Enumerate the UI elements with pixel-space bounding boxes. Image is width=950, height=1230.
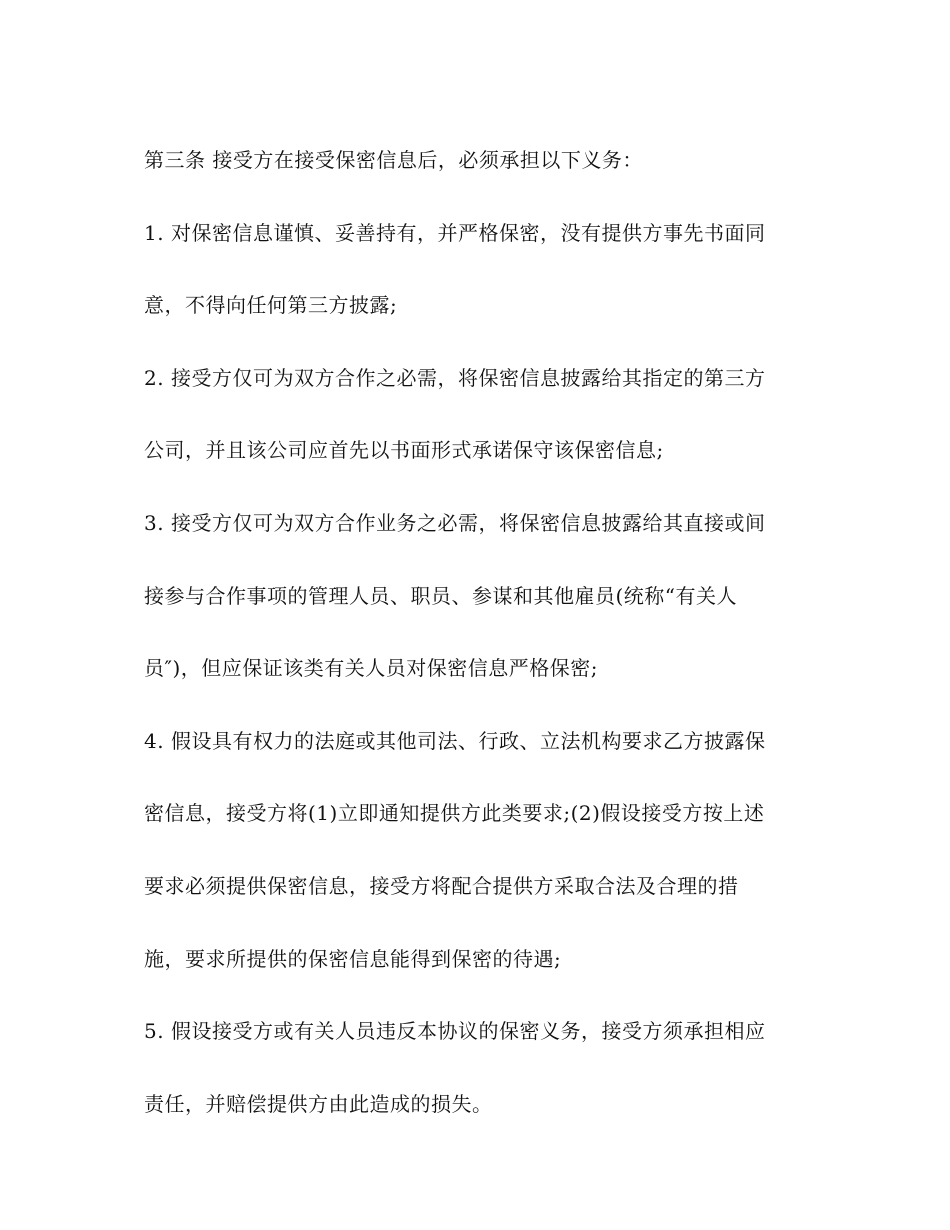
clause-3-line-3: 员″)，但应保证该类有关人员对保密信息严格保密;	[144, 656, 599, 681]
clause-1-line-2: 意，不得向任何第三方披露;	[144, 293, 398, 318]
clause-4-line-3: 要求必须提供保密信息，接受方将配合提供方采取合法及合理的措	[144, 873, 739, 898]
clause-5-line-1: 5. 假设接受方或有关人员违反本协议的保密义务，接受方须承担相应	[144, 1019, 766, 1044]
clause-5-line-2: 责任，并赔偿提供方由此造成的损失。	[144, 1091, 493, 1116]
clause-2-line-2: 公司，并且该公司应首先以书面形式承诺保守该保密信息;	[144, 438, 664, 463]
clause-3-line-1: 3. 接受方仅可为双方合作业务之必需，将保密信息披露给其直接或间	[144, 510, 766, 535]
clause-1-line-1: 1. 对保密信息谨慎、妥善持有，并严格保密，没有提供方事先书面同	[144, 220, 766, 245]
article-heading: 第三条 接受方在接受保密信息后，必须承担以下义务：	[144, 148, 643, 172]
clause-4-line-4: 施，要求所提供的保密信息能得到保密的待遇;	[144, 946, 562, 971]
clause-3-line-2: 接参与合作事项的管理人员、职员、参谋和其他雇员(统称“有关人	[144, 583, 738, 608]
clause-2-line-1: 2. 接受方仅可为双方合作之必需，将保密信息披露给其指定的第三方	[144, 365, 766, 390]
clause-4-line-1: 4. 假设具有权力的法庭或其他司法、行政、立法机构要求乙方披露保	[144, 728, 766, 753]
clause-4-line-2: 密信息，接受方将(1)立即通知提供方此类要求;(2)假设接受方按上述	[144, 801, 765, 826]
article-body	[144, 124, 814, 1140]
